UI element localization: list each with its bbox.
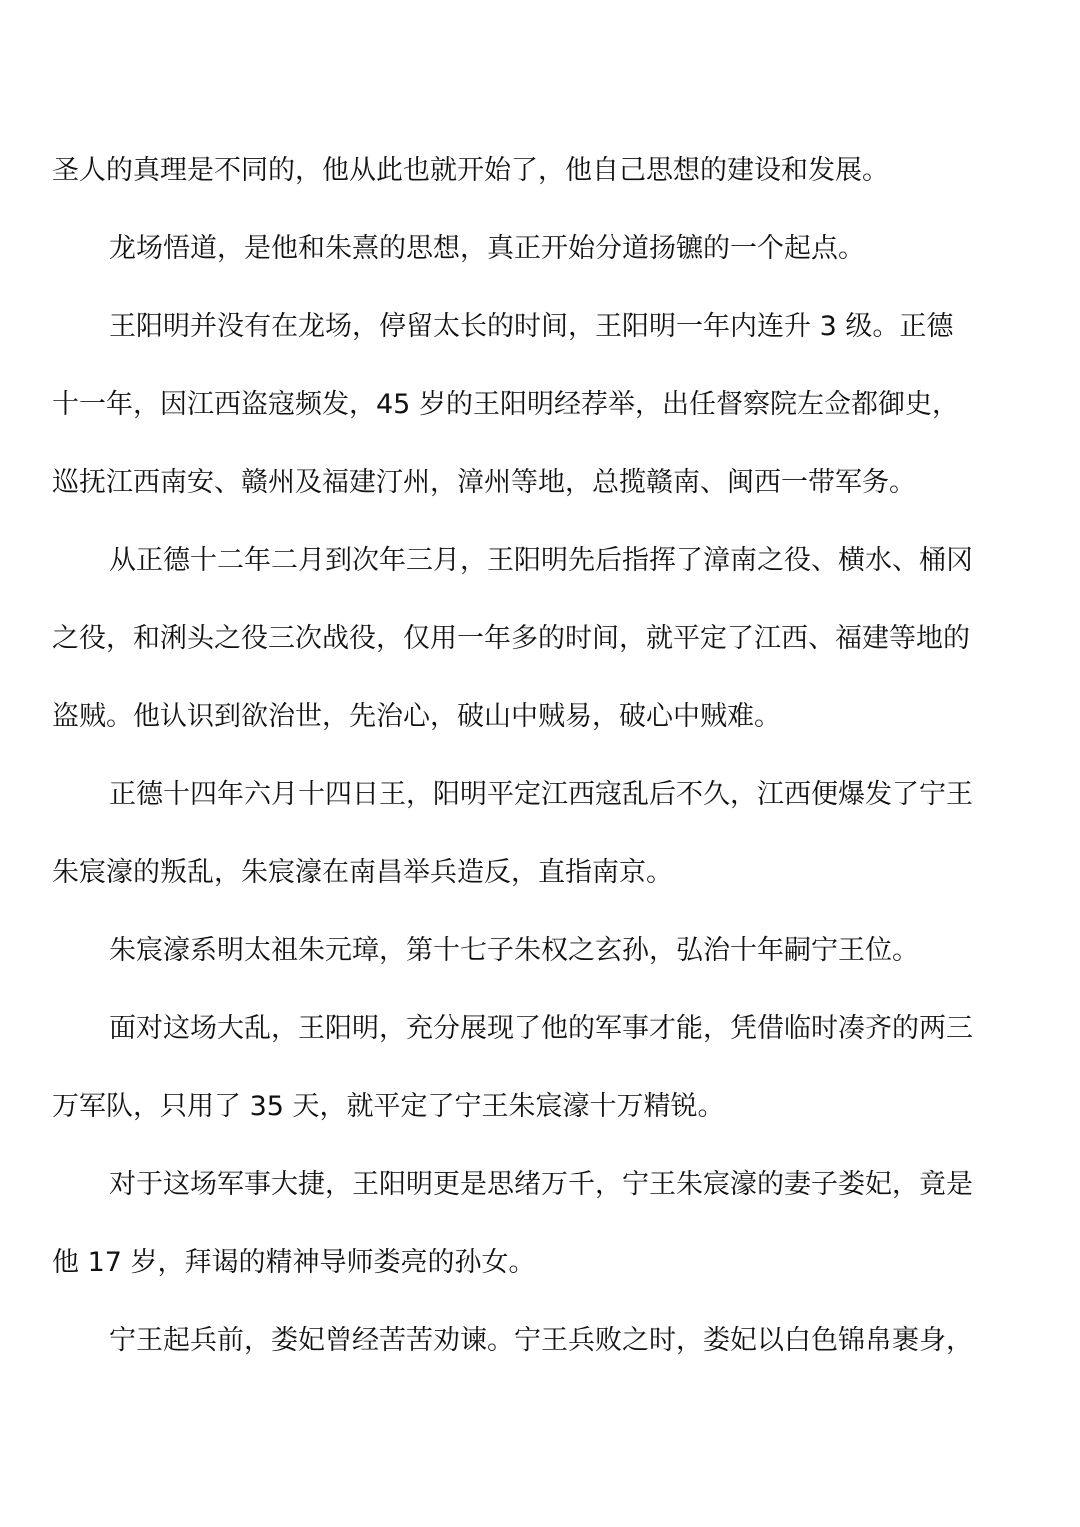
text-line-13: 万军队，只用了 35 天，就平定了宁王朱宸濠十万精锐。 <box>52 1091 725 1122</box>
text-line-8: 盗贼。他认识到欲治世，先治心，破山中贼易，破心中贼难。 <box>52 701 781 732</box>
text-line-14: 对于这场军事大捷，王阳明更是思绪万千，宁王朱宸濠的妻子娄妃，竟是 <box>109 1169 973 1200</box>
text-line-1: 圣人的真理是不同的，他从此也就开始了，他自己思想的建设和发展。 <box>52 155 889 186</box>
text-line-3: 王阳明并没有在龙场，停留太长的时间，王阳明一年内连升 3 级。正德 <box>109 311 954 342</box>
text-line-11: 朱宸濠系明太祖朱元璋，第十七子朱权之玄孙，弘治十年嗣宁王位。 <box>109 935 919 966</box>
text-line-7: 之役，和浰头之役三次战役，仅用一年多的时间，就平定了江西、福建等地的 <box>52 623 970 654</box>
article-body <box>52 145 1030 1393</box>
text-line-5: 巡抚江西南安、赣州及福建汀州，漳州等地，总揽赣南、闽西一带军务。 <box>52 467 916 498</box>
text-line-15: 他 17 岁，拜谒的精神导师娄亮的孙女。 <box>52 1247 536 1278</box>
text-line-2: 龙场悟道，是他和朱熹的思想，真正开始分道扬镳的一个起点。 <box>109 233 865 264</box>
text-line-9: 正德十四年六月十四日王，阳明平定江西寇乱后不久，江西便爆发了宁王 <box>109 779 973 810</box>
text-line-16: 宁王起兵前，娄妃曾经苦苦劝谏。宁王兵败之时，娄妃以白色锦帛裹身， <box>109 1325 973 1356</box>
text-line-10: 朱宸濠的叛乱，朱宸濠在南昌举兵造反，直指南京。 <box>52 857 673 888</box>
text-line-6: 从正德十二年二月到次年三月，王阳明先后指挥了漳南之役、横水、桶冈 <box>109 545 973 576</box>
text-line-12: 面对这场大乱，王阳明，充分展现了他的军事才能，凭借临时凑齐的两三 <box>109 1013 973 1044</box>
text-line-4: 十一年，因江西盗寇频发，45 岁的王阳明经荐举，出任督察院左佥都御史， <box>52 389 959 420</box>
